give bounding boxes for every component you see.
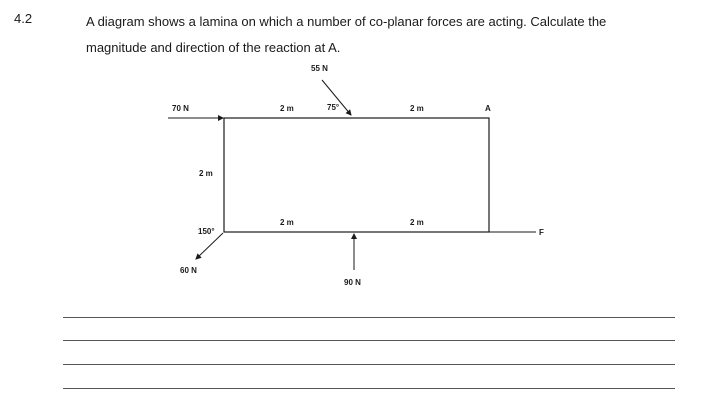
question-text-line-2: magnitude and direction of the reaction at A. [86,40,341,55]
side-distance-label: 2 m [199,169,213,178]
angle-150-label: 150° [198,227,215,236]
answer-line[interactable] [63,317,675,318]
bottom-right-distance-label: 2 m [410,218,424,227]
force-60-label: 60 N [180,266,197,275]
answer-line[interactable] [63,340,675,341]
force-55-label: 55 N [311,64,328,73]
question-number: 4.2 [14,11,33,26]
force-90-label: 90 N [344,278,361,287]
point-f-label: F [539,228,544,237]
force-70-label: 70 N [172,104,189,113]
point-a-label: A [485,104,491,113]
answer-line[interactable] [63,364,675,365]
angle-75-label: 75° [327,103,340,112]
top-left-distance-label: 2 m [280,104,294,113]
question-text-line-1: A diagram shows a lamina on which a number of co-planar forces are acting. Calculate the [86,14,607,29]
force-60-arrow [196,233,223,259]
answer-line[interactable] [63,388,675,389]
bottom-left-distance-label: 2 m [280,218,294,227]
top-right-distance-label: 2 m [410,104,424,113]
lamina-rectangle [224,118,489,232]
